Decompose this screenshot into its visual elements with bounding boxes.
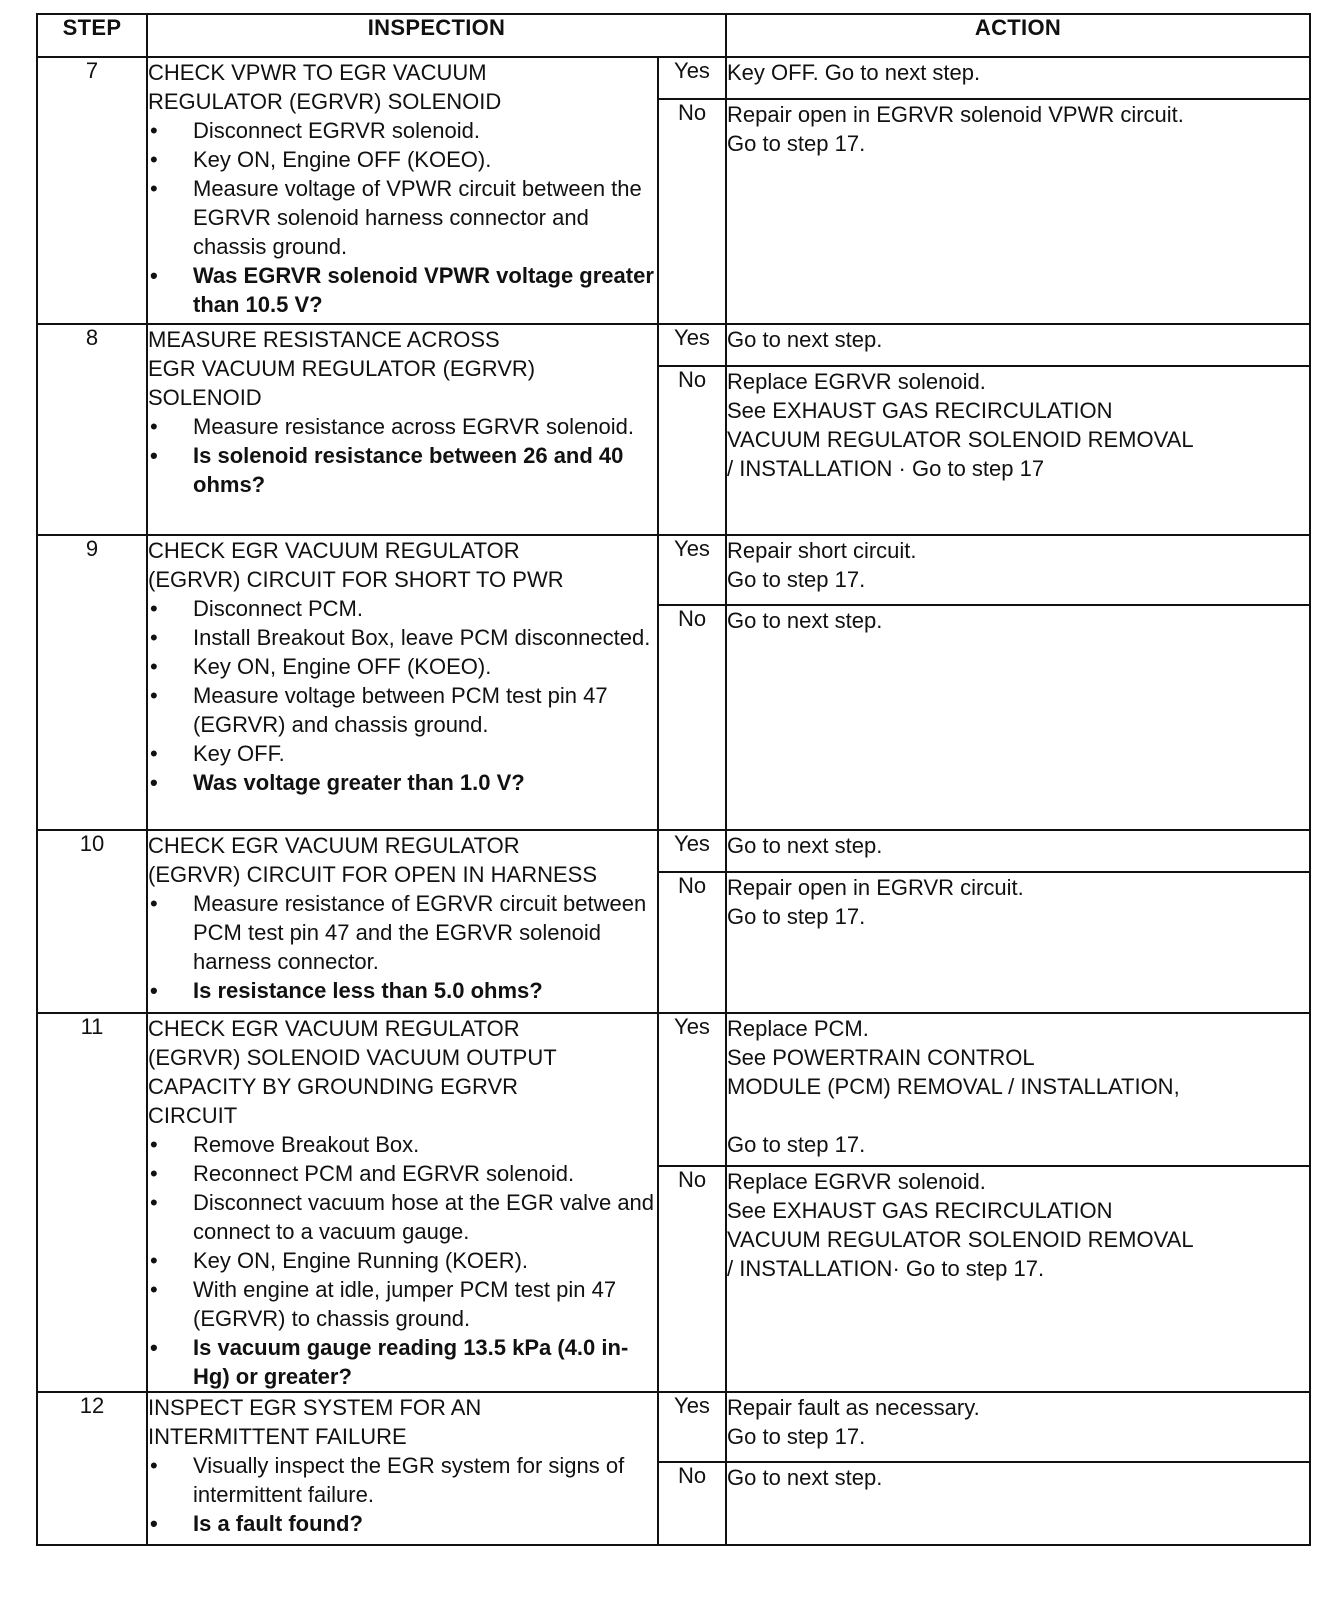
no-label: No [658, 366, 726, 535]
inspection-title: CIRCUIT [148, 1103, 238, 1128]
header-row [37, 14, 1310, 57]
inspection-cell [147, 324, 658, 535]
inspection-title: (EGRVR) SOLENOID VACUUM OUTPUT [148, 1045, 557, 1070]
no-action [726, 1462, 1310, 1545]
inspection-step: • Key ON, Engine OFF (KOEO). [148, 145, 657, 174]
inspection-step: • Measure voltage of VPWR circuit between the EGRVR solenoid harness connector and chassis ground. [148, 174, 657, 261]
inspection-title: CHECK EGR VACUUM REGULATOR [148, 538, 520, 563]
inspection-step: • Visually inspect the EGR system for signs of intermittent failure. [148, 1451, 657, 1509]
inspection-title: INSPECT EGR SYSTEM FOR AN [148, 1395, 482, 1420]
action-line: Key OFF. Go to next step. [727, 60, 981, 85]
inspection-title: SOLENOID [148, 385, 262, 410]
yes-label: Yes [658, 830, 726, 872]
inspection-question: • Is vacuum gauge reading 13.5 kPa (4.0 in-Hg) or greater? [148, 1333, 657, 1391]
action-line: VACUUM REGULATOR SOLENOID REMOVAL [727, 427, 1194, 452]
inspection-step: • With engine at idle, jumper PCM test pin 47 (EGRVR) to chassis ground. [148, 1275, 657, 1333]
inspection-title: (EGRVR) CIRCUIT FOR SHORT TO PWR [148, 567, 564, 592]
inspection-step: • Disconnect PCM. [148, 594, 657, 623]
table-row [37, 324, 1310, 366]
inspection-title: CHECK EGR VACUUM REGULATOR [148, 833, 520, 858]
inspection-step: • Install Breakout Box, leave PCM disconnected. [148, 623, 657, 652]
step-number: 11 [37, 1013, 147, 1392]
inspection-header: INSPECTION [147, 14, 726, 57]
table-row [37, 1392, 1310, 1462]
inspection-title: INTERMITTENT FAILURE [148, 1424, 407, 1449]
table-row [37, 535, 1310, 605]
action-line: Go to step 17. [727, 567, 866, 592]
no-action [726, 872, 1310, 1013]
inspection-question: • Is resistance less than 5.0 ohms? [148, 976, 657, 1005]
inspection-step: • Measure voltage between PCM test pin 47 (EGRVR) and chassis ground. [148, 681, 657, 739]
table-row [37, 830, 1310, 872]
yes-label: Yes [658, 1392, 726, 1462]
action-line [727, 1101, 1309, 1130]
inspection-step: • Key ON, Engine OFF (KOEO). [148, 652, 657, 681]
step-header: STEP [37, 14, 147, 57]
no-action [726, 605, 1310, 830]
inspection-title: MEASURE RESISTANCE ACROSS [148, 327, 500, 352]
no-label: No [658, 1166, 726, 1392]
inspection-title: CHECK VPWR TO EGR VACUUM [148, 60, 487, 85]
action-line: Replace EGRVR solenoid. [727, 369, 986, 394]
yes-action [726, 324, 1310, 366]
inspection-question: • Was voltage greater than 1.0 V? [148, 768, 657, 797]
inspection-step: • Disconnect EGRVR solenoid. [148, 116, 657, 145]
action-line: See EXHAUST GAS RECIRCULATION [727, 1198, 1113, 1224]
no-label: No [658, 872, 726, 1013]
inspection-cell [147, 57, 658, 324]
action-line: Repair open in EGRVR solenoid VPWR circuit. [727, 102, 1184, 127]
step-number: 8 [37, 324, 147, 535]
inspection-step: • Measure resistance across EGRVR solenoid. [148, 412, 657, 441]
table-row [37, 1013, 1310, 1166]
action-line: See EXHAUST GAS RECIRCULATION [727, 398, 1113, 423]
inspection-cell [147, 1392, 658, 1545]
action-line: Go to next step. [727, 833, 883, 858]
inspection-step: • Key OFF. [148, 739, 657, 768]
table-body [37, 57, 1310, 1545]
yes-action [726, 1392, 1310, 1462]
inspection-title: EGR VACUUM REGULATOR (EGRVR) [148, 356, 536, 381]
yes-label: Yes [658, 535, 726, 605]
action-line: Repair short circuit. [727, 538, 917, 563]
step-number: 7 [37, 57, 147, 324]
step-number: 9 [37, 535, 147, 830]
action-line: Go to next step. [727, 1465, 883, 1490]
inspection-cell [147, 830, 658, 1013]
inspection-step: • Key ON, Engine Running (KOER). [148, 1246, 657, 1275]
inspection-step: • Measure resistance of EGRVR circuit between PCM test pin 47 and the EGRVR solenoid harness connector. [148, 889, 657, 976]
step-number: 10 [37, 830, 147, 1013]
action-line: / INSTALLATION · Go to step 17 [727, 456, 1045, 481]
inspection-step: • Reconnect PCM and EGRVR solenoid. [148, 1159, 657, 1188]
action-line: Repair fault as necessary. [727, 1395, 980, 1420]
diagnostic-table [36, 13, 1311, 1546]
inspection-steps-list [148, 116, 657, 319]
no-label: No [658, 1462, 726, 1545]
inspection-title: CAPACITY BY GROUNDING EGRVR [148, 1074, 519, 1099]
action-line: See POWERTRAIN CONTROL [727, 1045, 1035, 1070]
action-line: Replace EGRVR solenoid. [727, 1169, 986, 1195]
inspection-steps-list [148, 889, 657, 1005]
action-header: ACTION [726, 14, 1310, 57]
inspection-steps-list [148, 594, 657, 797]
yes-action [726, 57, 1310, 99]
action-line: Go to step 17. [727, 1132, 866, 1157]
no-label: No [658, 605, 726, 830]
yes-label: Yes [658, 1013, 726, 1166]
no-label: No [658, 99, 726, 324]
inspection-steps-list [148, 412, 657, 499]
inspection-title: CHECK EGR VACUUM REGULATOR [148, 1016, 520, 1041]
inspection-title: REGULATOR (EGRVR) SOLENOID [148, 89, 502, 114]
yes-action [726, 535, 1310, 605]
yes-label: Yes [658, 324, 726, 366]
inspection-title: (EGRVR) CIRCUIT FOR OPEN IN HARNESS [148, 862, 598, 887]
action-line: Go to step 17. [727, 904, 866, 929]
inspection-cell [147, 1013, 658, 1392]
no-action [726, 1166, 1310, 1392]
yes-action [726, 1013, 1310, 1166]
inspection-step: • Remove Breakout Box. [148, 1130, 657, 1159]
yes-label: Yes [658, 57, 726, 99]
yes-action [726, 830, 1310, 872]
table-row [37, 57, 1310, 99]
inspection-cell [147, 535, 658, 830]
action-line: Go to step 17. [727, 1424, 866, 1449]
inspection-question: • Is solenoid resistance between 26 and 40 ohms? [148, 441, 657, 499]
action-line: Go to step 17. [727, 131, 866, 156]
no-action [726, 366, 1310, 535]
inspection-steps-list [148, 1451, 657, 1538]
action-line: Replace PCM. [727, 1016, 869, 1041]
step-number: 12 [37, 1392, 147, 1545]
no-action [726, 99, 1310, 324]
inspection-steps-list [148, 1130, 657, 1391]
action-line: VACUUM REGULATOR SOLENOID REMOVAL [727, 1227, 1194, 1253]
action-line: / INSTALLATION· Go to step 17. [727, 1256, 1045, 1282]
action-line: Repair open in EGRVR circuit. [727, 875, 1024, 900]
action-line: MODULE (PCM) REMOVAL / INSTALLATION, [727, 1074, 1180, 1099]
action-line: Go to next step. [727, 327, 883, 352]
action-line: Go to next step. [727, 608, 883, 633]
inspection-question: • Is a fault found? [148, 1509, 657, 1538]
inspection-question: • Was EGRVR solenoid VPWR voltage greater than 10.5 V? [148, 261, 657, 319]
inspection-step: • Disconnect vacuum hose at the EGR valve and connect to a vacuum gauge. [148, 1188, 657, 1246]
